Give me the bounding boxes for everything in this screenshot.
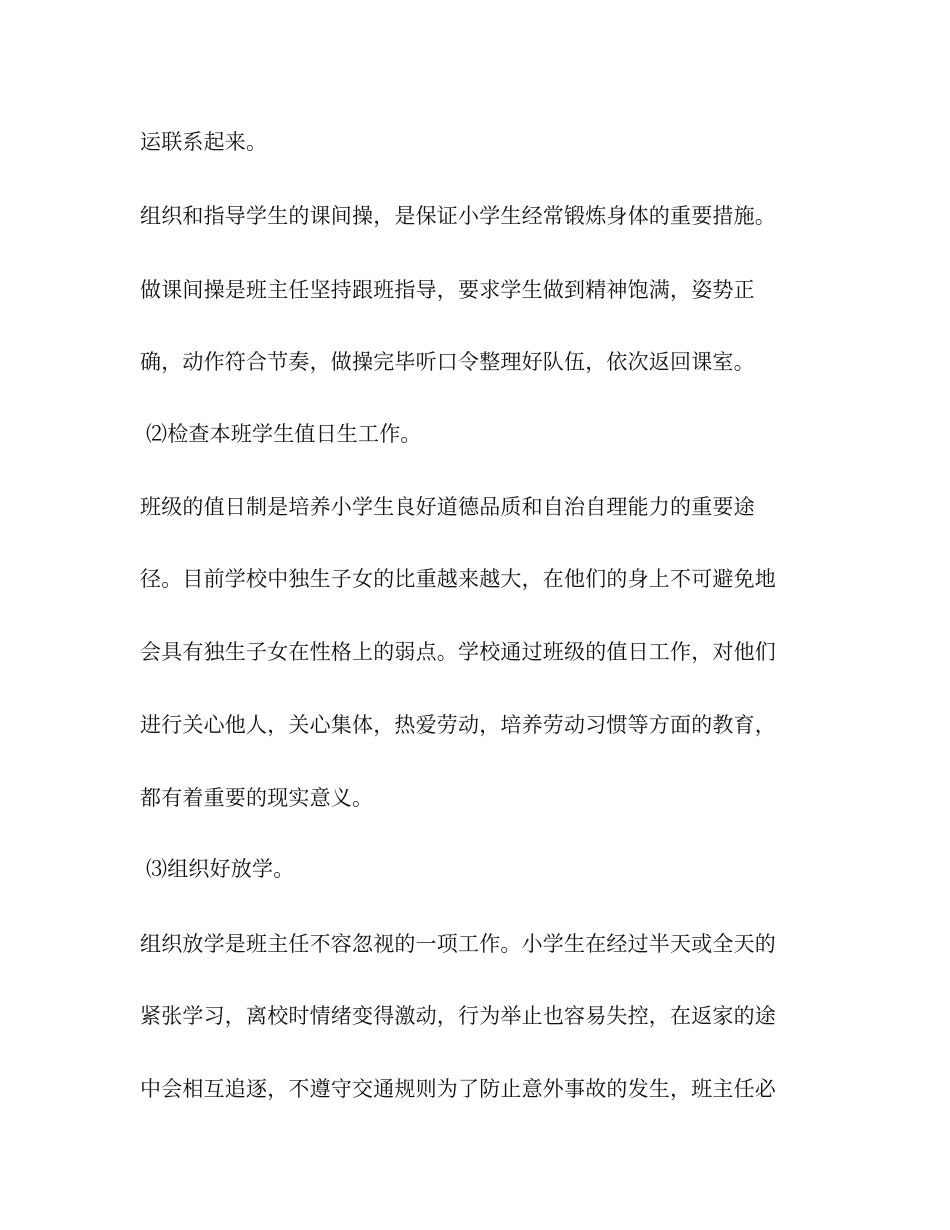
paragraph-line: 班级的值日制是培养小学生良好道德品质和自治自理能力的重要途: [140, 495, 755, 519]
paragraph-line: 运联系起来。: [140, 130, 268, 154]
paragraph-line: 会具有独生子女在性格上的弱点。学校通过班级的值日工作，对他们: [140, 640, 776, 664]
paragraph-line: 做课间操是班主任坚持跟班指导，要求学生做到精神饱满，姿势正: [140, 278, 755, 302]
section-heading: ⑵检查本班学生值日生工作。: [146, 422, 422, 446]
paragraph-line: 都有着重要的现实意义。: [140, 786, 374, 810]
paragraph-line: 组织放学是班主任不容忽视的一项工作。小学生在经过半天或全天的: [140, 932, 776, 956]
paragraph-line: 径。目前学校中独生子女的比重越来越大，在他们的身上不可避免地: [140, 567, 776, 591]
paragraph-line: 中会相互追逐，不遵守交通规则为了防止意外事故的发生，班主任必: [140, 1077, 776, 1101]
section-heading: ⑶组织好放学。: [146, 857, 295, 881]
paragraph-line: 紧张学习，离校时情绪变得激动，行为举止也容易失控，在返家的途: [140, 1004, 776, 1028]
paragraph-line: 组织和指导学生的课间操，是保证小学生经常锻炼身体的重要措施。: [140, 204, 776, 228]
paragraph-line: 进行关心他人，关心集体，热爱劳动，培养劳动习惯等方面的教育，: [140, 713, 776, 737]
paragraph-line: 确，动作符合节奏，做操完毕听口令整理好队伍，依次返回课室。: [140, 350, 755, 374]
